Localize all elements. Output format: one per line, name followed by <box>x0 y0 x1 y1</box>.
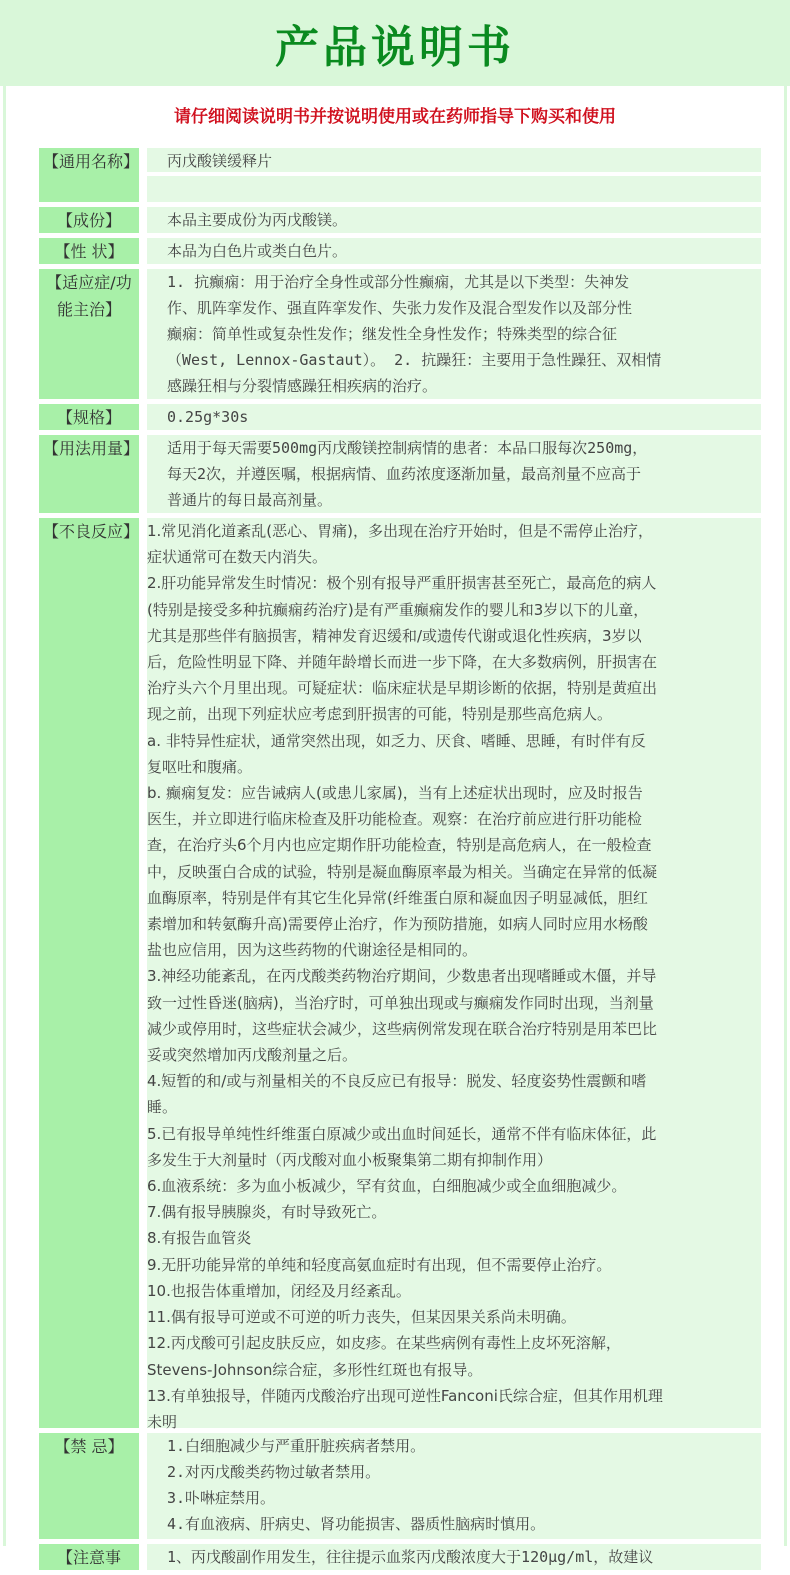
label-specification: 【规格】 <box>39 404 139 430</box>
content-appearance: 本品为白色片或类白色片。 <box>147 238 761 264</box>
row-precautions <box>39 1544 761 1570</box>
usage-notice: 请仔细阅读说明书并按说明使用或在药师指导下购买和使用 <box>174 107 616 127</box>
content-precautions: 1、丙戊酸副作用发生，往往提示血浆丙戊酸浓度大于120μg/ml，故建议 <box>147 1544 761 1570</box>
row-adverse-reactions <box>39 518 761 1431</box>
page-header <box>0 0 790 86</box>
content-generic-name: 丙戊酸镁缓释片 <box>147 148 761 202</box>
document-panel <box>3 86 787 1567</box>
label-contraindications: 【禁 忌】 <box>39 1433 139 1539</box>
content-specification: 0.25g*30s <box>147 404 761 430</box>
page-title: 产品说明书 <box>275 22 515 73</box>
label-precautions: 【注意事 <box>39 1544 139 1570</box>
row-dosage <box>39 435 761 513</box>
label-ingredients: 【成份】 <box>39 207 139 233</box>
row-generic-name <box>39 148 761 202</box>
label-appearance: 【性 状】 <box>39 238 139 264</box>
content-adverse-reactions: 1.常见消化道紊乱(恶心、胃痛)，多出现在治疗开始时，但是不需停止治疗， 症状通常可在数天内消失。 2.肝功能异常发生时情况：极个别有报导严重肝损害甚至死亡，最高危的病人 (特别是接受多种抗癫痫药治疗)是有严重癫痫发作的婴儿和3岁以下的儿童， 尤其是那些伴有脑损害，精神发育迟缓和/或遗传代谢或退化性疾病，3岁以 后，危险性明显下降、并随年龄增长而进一步下降，在大多数病例，肝损害在 治疗头六个月里出现。可疑症状：临床症状是早期诊断的依据，特别是黄疸出 现之前，出现下列症状应考虑到肝损害的可能，特别是那些高危病人。 a. 非特异性症状，通常突然出现，如乏力、厌食、嗜睡、思睡，有时伴有反 复呕吐和腹痛。 b. 癫痫复发：应告诫病人(或患儿家属)，当有上述症状出现时，应及时报告 医生，并立即进行临床检查及肝功能检查。观察：在治疗前应进行肝功能检 查，在治疗头6个月内也应定期作肝功能检查，特别是高危病人，在一般检查 中，反映蛋白合成的试验，特别是凝血酶原率最为相关。当确定在异常的低凝 血酶原率，特别是伴有其它生化异常(纤维蛋白原和凝血因子明显减低，胆红 素增加和转氨酶升高)需要停止治疗，作为预防措施，如病人同时应用水杨酸 盐也应信用，因为这些药物的代谢途径是相同的。 3.神经功能紊乱，在丙戊酸类药物治疗期间，少数患者出现嗜睡或木僵，并导 致一过性昏迷(脑病)，当治疗时，可单独出现或与癫痫发作同时出现，当剂量 减少或停用时，这些症状会减少，这些病例常发现在联合治疗特别是用苯巴比 妥或突然增加丙戊酸剂量之后。 4.短暂的和/或与剂量相关的不良反应已有报导：脱发、轻度姿势性震颤和嗜 睡。 5.已有报导单纯性纤维蛋白原减少或出血时间延长，通常不伴有临床体征，此 多发生于大剂量时（丙戊酸对血小板聚集第二期有抑制作用） 6.血液系统：多为血小板减少，罕有贫血，白细胞减少或全血细胞减少。 7.偶有报导胰腺炎，有时导致死亡。 8.有报告血管炎 9.无肝功能异常的单纯和轻度高氨血症时有出现，但不需要停止治疗。 10.也报告体重增加，闭经及月经紊乱。 11.偶有报导可逆或不可逆的听力丧失，但某因果关系尚未明确。 12.丙戊酸可引起皮肤反应，如皮疹。在某些病例有毒性上皮坏死溶解， Stevens-Johnson综合症，多形性红斑也有报导。 13.有单独报导，伴随丙戊酸治疗出现可逆性Fanconi氏综合症，但其作用机理 未明 <box>147 518 761 1428</box>
content-indications: 1. 抗癫痫：用于治疗全身性或部分性癫痫，尤其是以下类型：失神发 作、肌阵挛发作、强直阵挛发作、失张力发作及混合型发作以及部分性 癫痫：简单性或复杂性发作；继发性全身性发作；特殊类型的综合征 （West, Lennox-Gastaut）。 2. 抗躁狂：主要用于急性躁狂、双相情 感躁狂相与分裂情感躁狂相疾病的治疗。 <box>147 269 761 399</box>
row-specification <box>39 404 761 430</box>
label-adverse-reactions: 【不良反应】 <box>39 518 139 1428</box>
instruction-table <box>39 148 761 1575</box>
content-ingredients: 本品主要成份为丙戊酸镁。 <box>147 207 761 233</box>
label-generic-name: 【通用名称】 <box>39 148 139 202</box>
row-indications <box>39 269 761 399</box>
row-appearance <box>39 238 761 264</box>
label-dosage: 【用法用量】 <box>39 435 139 513</box>
row-contraindications <box>39 1433 761 1539</box>
content-contraindications: 1.白细胞减少与严重肝脏疾病者禁用。 2.对丙戊酸类药物过敏者禁用。 3.卟啉症禁用。 4.有血液病、肝病史、肾功能损害、器质性脑病时慎用。 <box>147 1433 761 1539</box>
label-indications: 【适应症/功能主治】 <box>39 269 139 399</box>
content-dosage: 适用于每天需要500mg丙戊酸镁控制病情的患者：本品口服每次250mg， 每天2次，并遵医嘱，根据病情、血药浓度逐渐加量，最高剂量不应高于 普通片的每日最高剂量。 <box>147 435 761 513</box>
row-ingredients <box>39 207 761 233</box>
